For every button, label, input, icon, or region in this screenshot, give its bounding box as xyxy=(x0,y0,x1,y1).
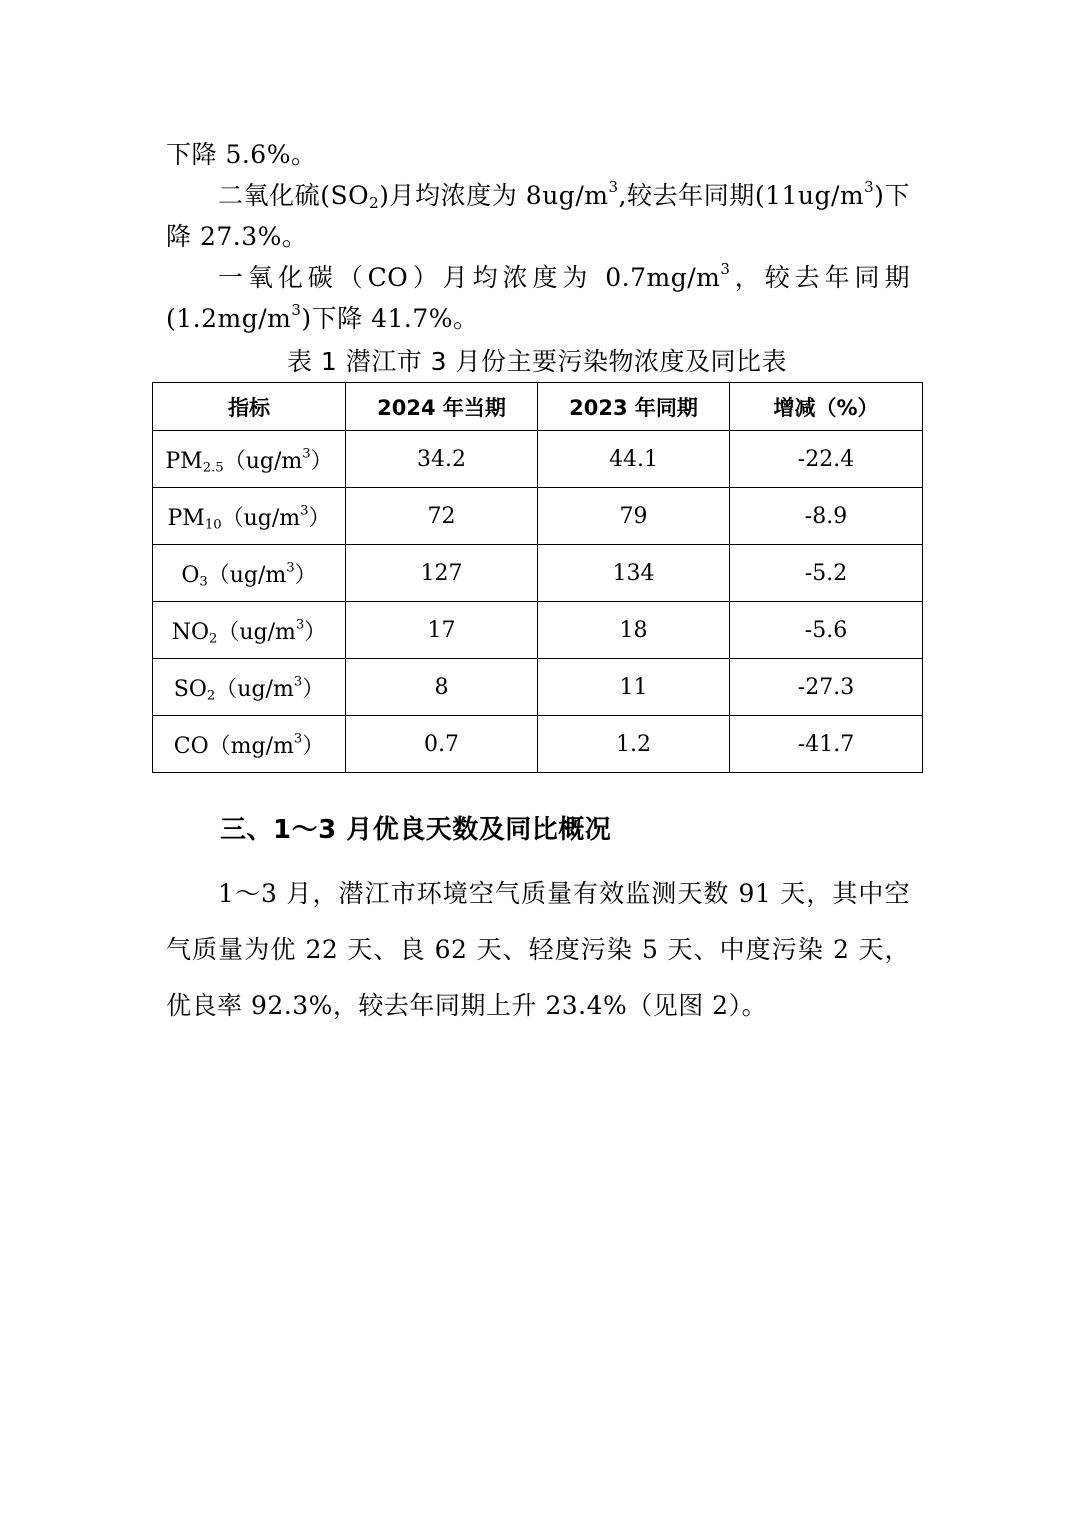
section-heading: 三、1～3 月优良天数及同比概况 xyxy=(220,815,612,845)
header-2024: 2024 年当期 xyxy=(346,383,538,431)
cell-2023: 11 xyxy=(538,659,730,716)
cell-indicator: $PM_{10}(ug/m^3)$ xyxy=(153,488,346,545)
table-row-no2 xyxy=(153,602,923,659)
cell-indicator: $NO_2(ug/m^3)$ xyxy=(153,602,346,659)
header-2023: 2023 年同期 xyxy=(538,383,730,431)
cell-change: -5.6 xyxy=(730,602,923,659)
cell-change: -27.3 xyxy=(730,659,923,716)
cell-change: -22.4 xyxy=(730,431,923,488)
cell-2024: 8 xyxy=(346,659,538,716)
cell-change: -8.9 xyxy=(730,488,923,545)
cell-2023: 18 xyxy=(538,602,730,659)
cell-2024: 72 xyxy=(346,488,538,545)
table-row-so2 xyxy=(153,659,923,716)
table-header-row xyxy=(153,383,923,431)
paragraph-co: 一氧化碳（CO）月均浓度为 $0.7mg/m^3$，较去年同期$(1.2mg/m^3)$下降 41.7%。 xyxy=(166,260,910,333)
cell-2024: 17 xyxy=(346,602,538,659)
cell-change: -41.7 xyxy=(730,716,923,773)
table-title: 表 1 潜江市 3 月份主要污染物浓度及同比表 xyxy=(286,347,788,376)
cell-2024: 127 xyxy=(346,545,538,602)
cell-change: -5.2 xyxy=(730,545,923,602)
cell-2024: 34.2 xyxy=(346,431,538,488)
paragraph-no2-tail: 下降 5.6%。 xyxy=(166,140,317,169)
paragraph-good-days: 1～3 月，潜江市环境空气质量有效监测天数 91 天，其中空气质量为优 22 天、良 62 天、轻度污染 5 天、中度污染 2 天，优良率 92.3%，较去年同期上升 23.4%（见图 2）。 xyxy=(166,879,910,1020)
cell-2023: 79 xyxy=(538,488,730,545)
header-indicator: 指标 xyxy=(153,383,346,431)
cell-indicator: $PM_{2.5}(ug/m^3)$ xyxy=(153,431,346,488)
table-row-pm25 xyxy=(153,431,923,488)
header-change: 增减（%） xyxy=(730,383,923,431)
table-row-pm10 xyxy=(153,488,923,545)
table-row-o3 xyxy=(153,545,923,602)
cell-2023: 134 xyxy=(538,545,730,602)
cell-indicator: $SO_2(ug/m^3)$ xyxy=(153,659,346,716)
cell-2023: 44.1 xyxy=(538,431,730,488)
table-row-co xyxy=(153,716,923,773)
cell-2023: 1.2 xyxy=(538,716,730,773)
cell-indicator: $CO(mg/m^3)$ xyxy=(153,716,346,773)
cell-indicator: $O_3(ug/m^3)$ xyxy=(153,545,346,602)
pollutant-table xyxy=(152,382,923,773)
cell-2024: 0.7 xyxy=(346,716,538,773)
paragraph-so2: 二氧化硫$(SO_2)$月均浓度为 $8ug/m^3$,较去年同期$(11ug/m^3)$下降 27.3%。 xyxy=(166,178,910,251)
